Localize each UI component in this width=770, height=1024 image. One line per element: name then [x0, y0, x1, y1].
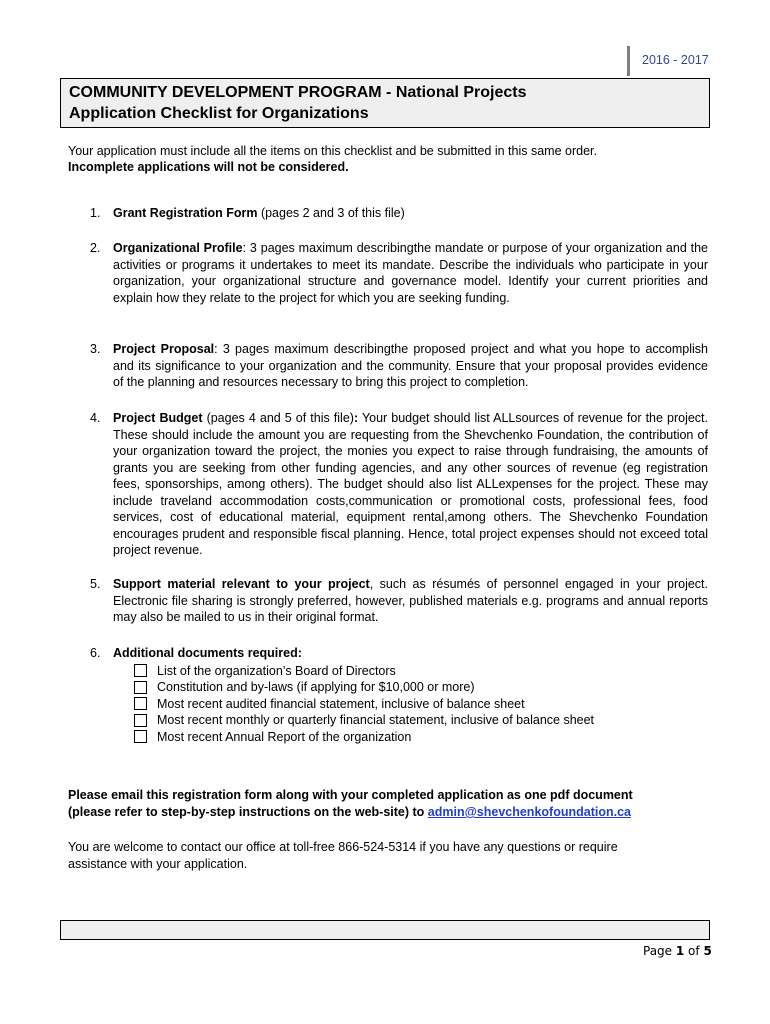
contact-line-1: You are welcome to contact our office at toll-free 866-524-5314 if you have any questions or require [68, 840, 618, 854]
checklist-row [134, 679, 708, 696]
checklist-item-5 [68, 576, 708, 626]
checklist-row [134, 663, 708, 680]
item-text-mid: (pages 4 and 5 of this file) [202, 411, 354, 425]
page-total: 5 [703, 944, 712, 958]
intro [68, 143, 708, 175]
item-number: 2. [90, 241, 101, 255]
contact-line-2: assistance with your application. [68, 857, 248, 871]
item-label: Support material relevant to your project [113, 577, 370, 591]
checkbox-label: Most recent Annual Report of the organization [157, 729, 412, 744]
email-line-1: Please email this registration form along with your completed application as one pdf document [68, 788, 633, 802]
item-label: Organizational Profile [113, 241, 243, 255]
email-link[interactable]: admin@shevchenkofoundation.ca [427, 805, 631, 819]
title-line-1: COMMUNITY DEVELOPMENT PROGRAM - National Projects [69, 84, 527, 101]
page-current: 1 [675, 944, 685, 958]
checkbox[interactable] [134, 664, 147, 677]
checklist-row [134, 696, 708, 713]
page-number [643, 944, 712, 958]
item-text: (pages 2 and 3 of this file) [257, 206, 405, 220]
checkbox-label: Most recent audited financial statement, inclusive of balance sheet [157, 696, 525, 711]
checkbox[interactable] [134, 681, 147, 694]
email-line-2: (please refer to step-by-step instructions on the web-site) to [68, 805, 428, 819]
additional-documents-list [134, 663, 708, 746]
checklist-item-2 [68, 240, 708, 306]
contact-info [68, 839, 708, 873]
item-text: Your budget should list ALLsources of revenue for the project. These should include the amount you are requesting from the Shevchenko Foundation, the contribution of your organization toward the project, the monies you expect to raise through fundraising, the amounts of grants you are seeking from other funding agencies, and any other sources of revenue (eg registration fees, sponsorships, among others). The budget should also list ALLexpenses for the project. These may include traveland accommodation costs,communication or promotional costs, professional fees, food services, cost of educational material, equipment rental,among others. The Shevchenko Foundation encourages prudent and responsible fiscal planning. Hence, total project expenses should not exceed total project revenue. [113, 411, 709, 557]
item-colon: : [353, 411, 359, 425]
item-label: Additional documents required: [113, 646, 302, 660]
page-sep: of [684, 944, 704, 958]
item-label: Project Proposal [113, 342, 215, 356]
checklist-item-3 [68, 341, 708, 391]
checkbox-label: Constitution and by-laws (if applying for $10,000 or more) [157, 680, 475, 694]
item-number: 1. [90, 206, 101, 220]
item-text: , such as résumés of personnel engaged in your project. Electronic file sharing is strongly preferred, however, published materials e.g. programs and annual reports may also be mailed to us in their original format. [113, 577, 709, 624]
title-line-2: Application Checklist for Organizations [69, 105, 369, 122]
item-text: : 3 pages maximum describingthe mandate or purpose of your organization and the activities or programs it undertakes to meet its mandate. Describe the individuals who participate in your organization, your organizational structure and governance model. Identify your current priorities and explain how they relate to the project for which you are seeking funding. [113, 241, 709, 305]
checklist-item-1 [68, 205, 708, 222]
checkbox-label: List of the organization’s Board of Directors [157, 663, 396, 678]
checklist-row [134, 712, 708, 729]
checklist-item-4 [68, 410, 708, 559]
checkbox[interactable] [134, 730, 147, 743]
checklist-item-6 [68, 645, 708, 745]
intro-line-2: Incomplete applications will not be considered. [68, 160, 349, 174]
item-number: 3. [90, 342, 101, 356]
page-prefix: Page [643, 944, 676, 958]
item-text: : 3 pages maximum describingthe proposed project and what you hope to accomplish and its significance to your organization and the community. Ensure that your proposal provides evidence of the planning and resources necessary to bring this project to completion. [113, 342, 708, 389]
checkbox[interactable] [134, 697, 147, 710]
item-number: 5. [90, 577, 101, 591]
title-box [60, 78, 710, 128]
checkbox[interactable] [134, 714, 147, 727]
email-instructions [68, 787, 728, 821]
item-label: Project Budget [113, 411, 203, 425]
intro-line-1: Your application must include all the items on this checklist and be submitted in this same order. [68, 144, 597, 158]
checkbox-label: Most recent monthly or quarterly financial statement, inclusive of balance sheet [157, 713, 595, 727]
item-number: 6. [90, 646, 101, 660]
item-number: 4. [90, 411, 101, 425]
item-label: Grant Registration Form [113, 206, 258, 220]
year-label: 2016 - 2017 [627, 46, 717, 76]
footer-box [60, 920, 710, 940]
checklist-row [134, 729, 708, 746]
